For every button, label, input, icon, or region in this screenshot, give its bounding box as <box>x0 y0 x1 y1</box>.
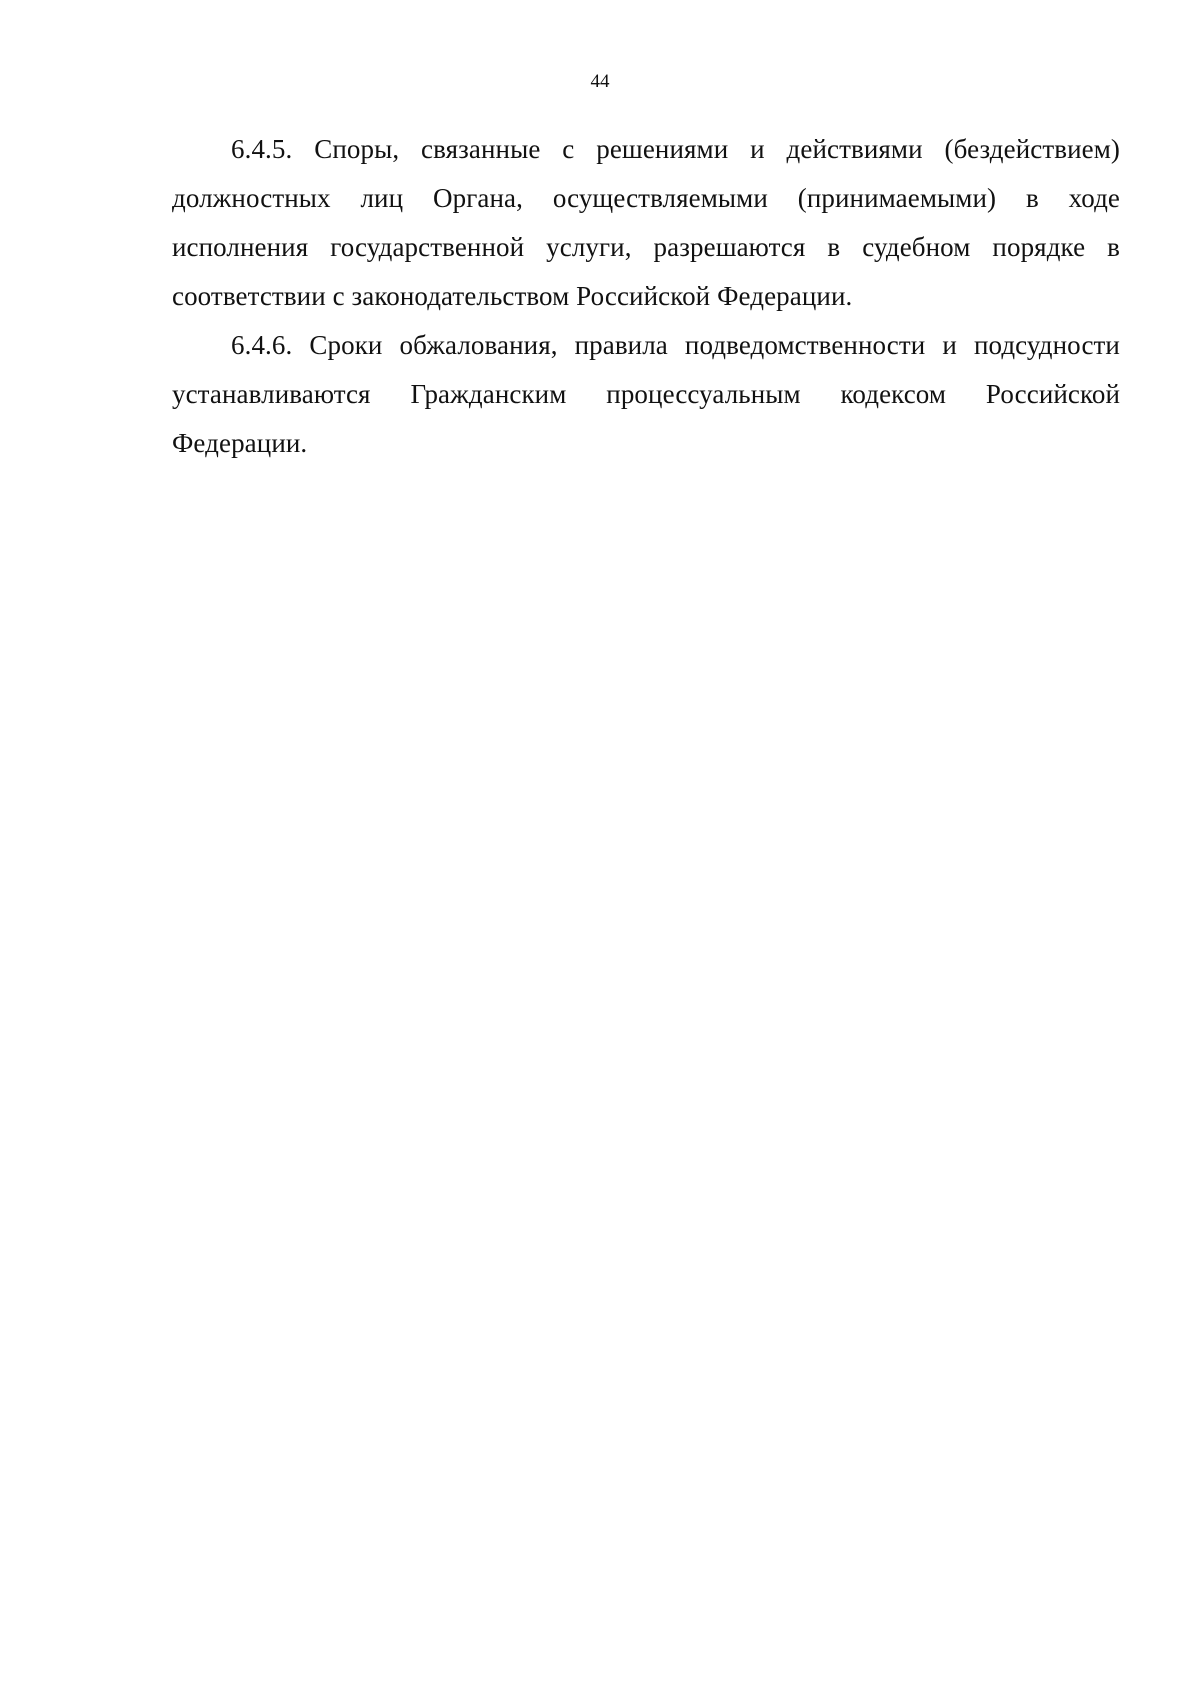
page-number: 44 <box>590 71 610 92</box>
paragraph-6-4-5: 6.4.5. Споры, связанные с решениями и действиями (бездействием) должностных лиц Органа, осуществляемыми (принимаемыми) в ходе исполнения государственной услуги, разрешаются в судебном порядке в соответствии с законодательством Российской Федерации. <box>172 134 1120 311</box>
paragraph-6-4-6: 6.4.6. Сроки обжалования, правила подведомственности и подсудности устанавливаются Гражданским процессуальным кодексом Российской Федерации. <box>172 330 1120 458</box>
document-body <box>172 125 1120 468</box>
